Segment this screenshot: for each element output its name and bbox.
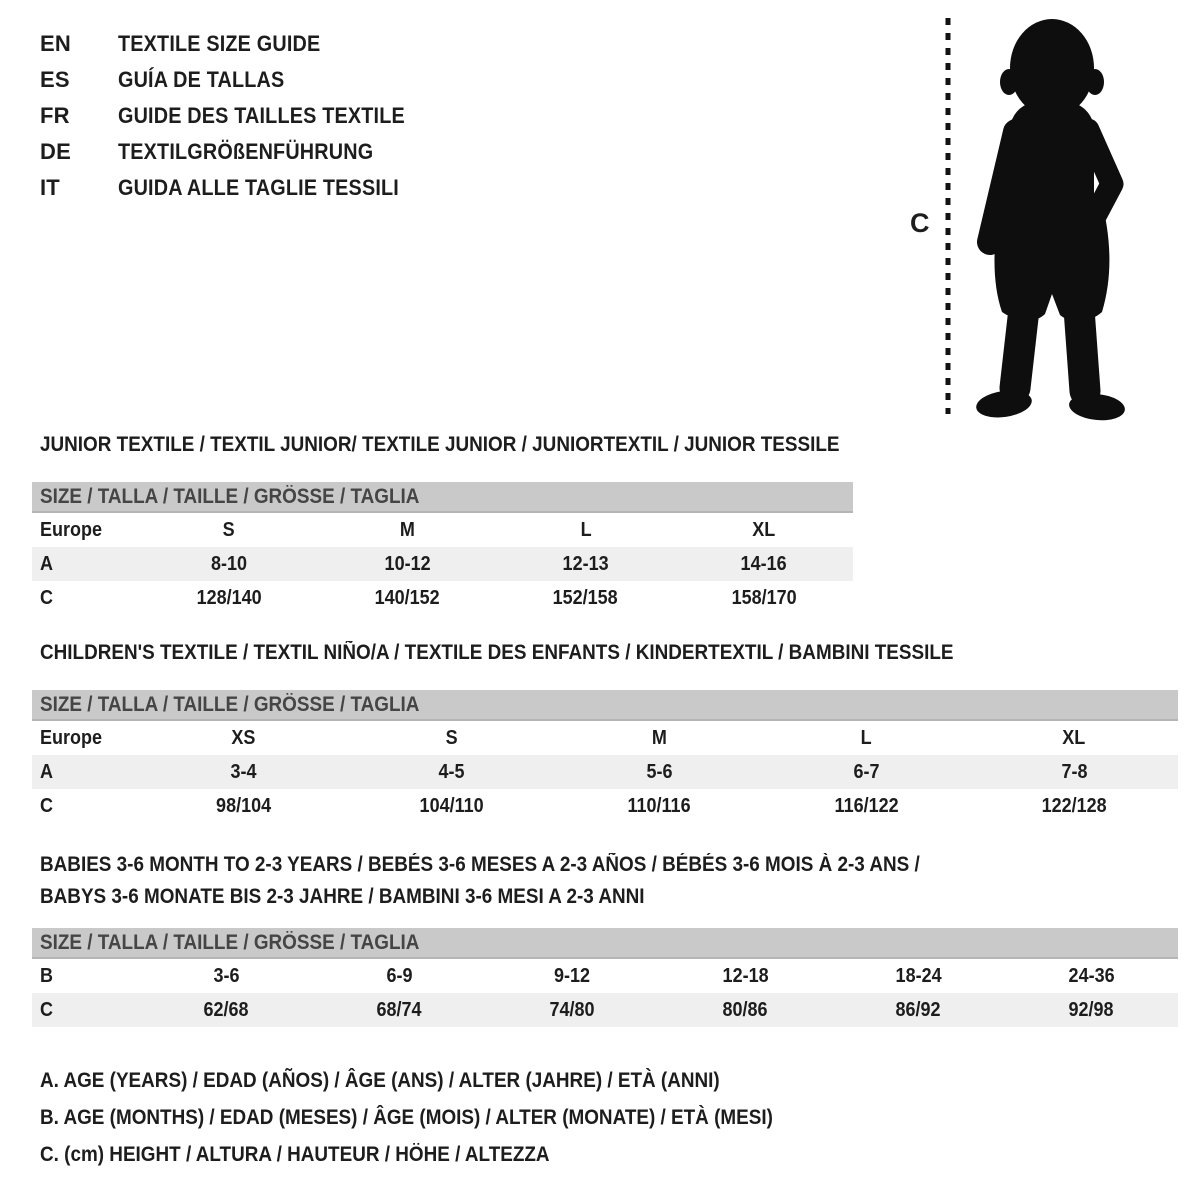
guide-title-de: TEXTILGRÖßENFÜHRUNG xyxy=(118,139,374,164)
height-cell: 110/116 xyxy=(627,794,691,817)
junior-section-title: JUNIOR TEXTILE / TEXTIL JUNIOR/ TEXTILE JUNIOR / JUNIORTEXTIL / JUNIOR TESSILE xyxy=(40,433,840,456)
language-row-fr xyxy=(40,98,437,134)
legend-line-b: B. AGE (MONTHS) / EDAD (MESES) / ÂGE (MOIS) / ALTER (MONATE) / ETÀ (MESI) xyxy=(40,1106,773,1129)
row-label: A xyxy=(40,760,54,783)
children-section-title: CHILDREN'S TEXTILE / TEXTIL NIÑO/A / TEXTILE DES ENFANTS / KINDERTEXTIL / BAMBINI TESSILE xyxy=(40,641,954,664)
language-title-block xyxy=(40,26,437,206)
age-cell: 12-13 xyxy=(562,552,609,575)
age-cell: 6-7 xyxy=(853,760,880,783)
age-cell: 5-6 xyxy=(645,760,672,783)
size-cell: XL xyxy=(752,518,776,541)
junior-table-header: SIZE / TALLA / TAILLE / GRÖSSE / TAGLIA xyxy=(32,482,853,513)
measurement-legend xyxy=(40,1062,854,1173)
row-label: C xyxy=(40,998,54,1021)
age-cell: 6-9 xyxy=(386,964,413,987)
height-measure-label: C xyxy=(910,208,930,238)
junior-size-table xyxy=(32,482,853,615)
age-cell: 8-10 xyxy=(211,552,248,575)
language-row-es xyxy=(40,62,437,98)
size-cell: L xyxy=(580,518,592,541)
row-label: C xyxy=(40,586,54,609)
language-code-es: ES xyxy=(40,67,70,92)
size-cell: S xyxy=(445,726,458,749)
age-cell: 14-16 xyxy=(740,552,787,575)
table-row xyxy=(32,721,1178,755)
babies-section-title-line2: BABYS 3-6 MONATE BIS 2-3 JAHRE / BAMBINI 3-6 MESI A 2-3 ANNI xyxy=(40,885,645,908)
height-cell: 122/128 xyxy=(1041,794,1107,817)
height-cell: 86/92 xyxy=(895,998,942,1021)
section-junior-textile xyxy=(32,433,853,615)
row-label: Europe xyxy=(40,518,103,541)
row-label: A xyxy=(40,552,54,575)
age-cell: 3-6 xyxy=(213,964,240,987)
height-cell: 158/170 xyxy=(731,586,797,609)
table-row xyxy=(32,581,853,615)
table-row xyxy=(32,755,1178,789)
guide-title-es: GUÍA DE TALLAS xyxy=(118,67,285,92)
age-cell: 24-36 xyxy=(1068,964,1115,987)
size-cell: S xyxy=(223,518,236,541)
size-cell: XL xyxy=(1062,726,1086,749)
height-cell: 80/86 xyxy=(722,998,769,1021)
age-cell: 4-5 xyxy=(438,760,465,783)
guide-title-it: GUIDA ALLE TAGLIE TESSILI xyxy=(118,175,399,200)
babies-table-header: SIZE / TALLA / TAILLE / GRÖSSE / TAGLIA xyxy=(32,928,1178,959)
height-cell: 140/152 xyxy=(374,586,440,609)
age-cell: 18-24 xyxy=(895,964,942,987)
size-cell: XS xyxy=(231,726,256,749)
height-cell: 104/110 xyxy=(419,794,484,817)
row-label: C xyxy=(40,794,54,817)
babies-size-table xyxy=(32,928,1178,1027)
section-children-textile xyxy=(32,641,1178,823)
age-cell: 3-4 xyxy=(230,760,257,783)
language-code-de: DE xyxy=(40,139,71,164)
children-size-table xyxy=(32,690,1178,823)
size-cell: M xyxy=(399,518,415,541)
age-cell: 10-12 xyxy=(384,552,431,575)
language-row-en xyxy=(40,26,437,62)
height-cell: 74/80 xyxy=(549,998,596,1021)
table-row xyxy=(32,789,1178,823)
babies-section-title-line1: BABIES 3-6 MONTH TO 2-3 YEARS / BEBÉS 3-6 MESES A 2-3 AÑOS / BÉBÉS 3-6 MOIS À 2-3 ANS / xyxy=(40,853,920,876)
height-cell: 152/158 xyxy=(553,586,619,609)
language-row-de xyxy=(40,134,437,170)
children-table-header: SIZE / TALLA / TAILLE / GRÖSSE / TAGLIA xyxy=(32,690,1178,721)
guide-title-fr: GUIDE DES TAILLES TEXTILE xyxy=(118,103,405,128)
section-babies-textile xyxy=(32,849,1178,1027)
age-cell: 7-8 xyxy=(1061,760,1088,783)
legend-line-a: A. AGE (YEARS) / EDAD (AÑOS) / ÂGE (ANS) / ALTER (JAHRE) / ETÀ (ANNI) xyxy=(40,1069,720,1092)
table-row xyxy=(32,547,853,581)
baby-figure xyxy=(900,8,1155,424)
height-cell: 116/122 xyxy=(834,794,899,817)
row-label: B xyxy=(40,964,54,987)
height-cell: 128/140 xyxy=(196,586,262,609)
baby-silhouette-icon xyxy=(974,19,1126,423)
height-cell: 68/74 xyxy=(376,998,423,1021)
height-cell: 62/68 xyxy=(203,998,250,1021)
age-cell: 9-12 xyxy=(554,964,591,987)
table-row xyxy=(32,959,1178,993)
size-cell: M xyxy=(651,726,667,749)
size-cell: L xyxy=(861,726,873,749)
age-cell: 12-18 xyxy=(722,964,769,987)
height-cell: 92/98 xyxy=(1068,998,1115,1021)
table-row xyxy=(32,513,853,547)
row-label: Europe xyxy=(40,726,103,749)
height-cell: 98/104 xyxy=(216,794,272,817)
language-code-it: IT xyxy=(40,175,60,200)
guide-title-en: TEXTILE SIZE GUIDE xyxy=(118,31,321,56)
baby-figure-graphic xyxy=(900,8,1155,424)
table-row xyxy=(32,993,1178,1027)
language-row-it xyxy=(40,170,437,206)
language-code-fr: FR xyxy=(40,103,70,128)
legend-line-c: C. (cm) HEIGHT / ALTURA / HAUTEUR / HÖHE / ALTEZZA xyxy=(40,1143,550,1166)
language-code-en: EN xyxy=(40,31,71,56)
